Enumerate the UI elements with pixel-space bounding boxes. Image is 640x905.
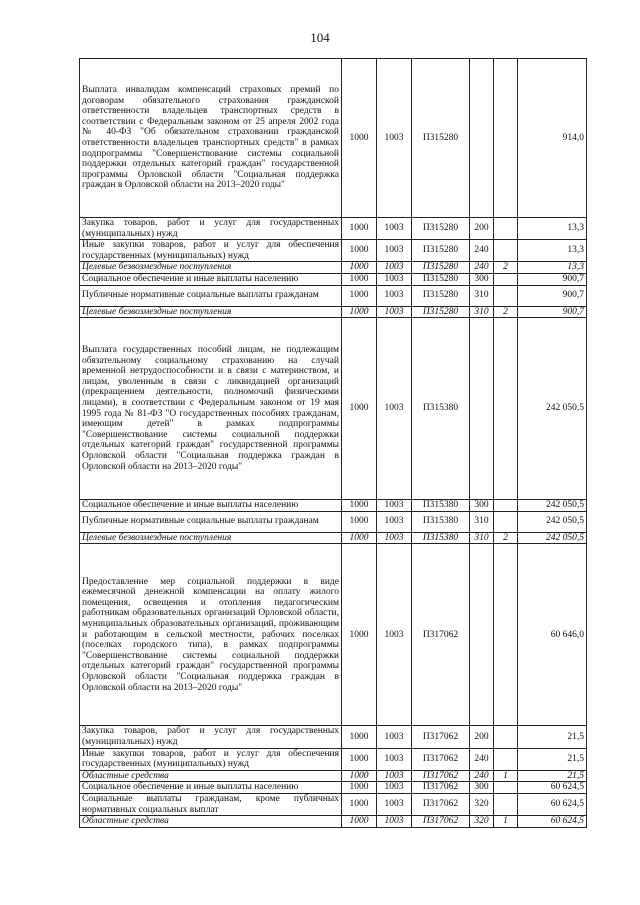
expense-type-code: 310 [470,532,494,544]
row-name: Целевые безвозмездные поступления [80,306,342,318]
funding-source-code [494,500,518,512]
section-code: 1000 [342,285,377,306]
section-code: 1000 [342,218,377,240]
expense-type-code: 320 [470,793,494,815]
budget-table [79,58,587,828]
row-name: Закупка товаров, работ и услуг для государственных (муниципальных) нужд [80,218,342,240]
row-name: Предоставление мер социальной поддержки в виде ежемесячной денежной компенсации на оплату жилого помещения, освещения и отопления педагогическим работникам образовательных организаций Орловской области, муниципальных образовательных организаций, проживающим и работающим в сельской местности, рабочих поселках (поселках городского типа), в рамках подпрограммы "Совершенствование системы социальной поддержки отдельных категорий граждан" государственной программы Орловской области "Социальная поддержка граждан в Орловской области на 2013–2020 годы" [80,544,342,726]
target-item-code: П317062 [412,782,470,794]
table-row [80,218,587,240]
subsection-code: 1003 [377,500,412,512]
funding-source-code: 1 [494,816,518,828]
table-row [80,770,587,782]
section-code: 1000 [342,273,377,285]
target-item-code: П317062 [412,770,470,782]
expense-type-code: 240 [470,240,494,262]
section-code: 1000 [342,511,377,532]
table-row [80,793,587,815]
subsection-code: 1003 [377,511,412,532]
amount: 21,5 [518,726,587,748]
row-name: Выплата государственных пособий лицам, не подлежащим обязательному социальному страхованию на случай временной нетрудоспособности и в связи с материнством, и лицам, уволенным в связи с ликвидацией организаций (прекращением деятельности, полномочий физическими лицами), в соответствии с Федеральным законом от 19 мая 1995 года № 81-ФЗ "О государственных пособиях гражданам, имеющим детей" в рамках подпрограммы "Совершенствование системы социальной поддержки отдельных категорий граждан" государственной программы Орловской области "Социальная поддержка граждан в Орловской области на 2013–2020 годы" [80,318,342,500]
subsection-code: 1003 [377,273,412,285]
funding-source-code [494,544,518,726]
target-item-code: П315280 [412,218,470,240]
amount: 242 050,5 [518,318,587,500]
table-row [80,500,587,512]
funding-source-code [494,318,518,500]
table-row [80,306,587,318]
expense-type-code: 240 [470,748,494,770]
funding-source-code [494,59,518,218]
table-row [80,262,587,274]
table-row [80,782,587,794]
section-code: 1000 [342,770,377,782]
amount: 242 050,5 [518,532,587,544]
section-code: 1000 [342,544,377,726]
target-item-code: П315280 [412,306,470,318]
subsection-code: 1003 [377,59,412,218]
section-code: 1000 [342,726,377,748]
table-row [80,273,587,285]
amount: 13,3 [518,262,587,274]
amount: 13,3 [518,240,587,262]
expense-type-code [470,59,494,218]
table-row [80,285,587,306]
amount: 60 624,5 [518,793,587,815]
amount: 242 050,5 [518,511,587,532]
target-item-code: П315280 [412,273,470,285]
amount: 242 050,5 [518,500,587,512]
target-item-code: П315380 [412,532,470,544]
amount: 13,3 [518,218,587,240]
funding-source-code [494,748,518,770]
row-name: Социальное обеспечение и иные выплаты населению [80,273,342,285]
subsection-code: 1003 [377,816,412,828]
funding-source-code: 2 [494,262,518,274]
row-name: Социальные выплаты гражданам, кроме публичных нормативных социальных выплат [80,793,342,815]
amount: 900,7 [518,273,587,285]
table-row [80,318,587,500]
amount: 60 624,5 [518,782,587,794]
expense-type-code: 240 [470,770,494,782]
row-name: Иные закупки товаров, работ и услуг для обеспечения государственных (муниципальных) нужд [80,748,342,770]
section-code: 1000 [342,793,377,815]
funding-source-code [494,285,518,306]
target-item-code: П317062 [412,816,470,828]
expense-type-code: 310 [470,306,494,318]
amount: 60 646,0 [518,544,587,726]
funding-source-code [494,240,518,262]
row-name: Публичные нормативные социальные выплаты гражданам [80,511,342,532]
subsection-code: 1003 [377,318,412,500]
target-item-code: П317062 [412,748,470,770]
expense-type-code: 310 [470,511,494,532]
expense-type-code: 240 [470,262,494,274]
funding-source-code [494,793,518,815]
table-row [80,748,587,770]
row-name: Социальное обеспечение и иные выплаты населению [80,500,342,512]
row-name: Областные средства [80,816,342,828]
section-code: 1000 [342,500,377,512]
expense-type-code: 300 [470,782,494,794]
row-name: Областные средства [80,770,342,782]
funding-source-code: 1 [494,770,518,782]
target-item-code: П315380 [412,318,470,500]
amount: 21,5 [518,748,587,770]
funding-source-code [494,782,518,794]
subsection-code: 1003 [377,748,412,770]
target-item-code: П317062 [412,544,470,726]
amount: 900,7 [518,285,587,306]
target-item-code: П315280 [412,285,470,306]
row-name: Иные закупки товаров, работ и услуг для обеспечения государственных (муниципальных) нужд [80,240,342,262]
target-item-code: П315280 [412,240,470,262]
row-name: Целевые безвозмездные поступления [80,532,342,544]
table-row [80,726,587,748]
expense-type-code [470,318,494,500]
row-name: Выплата инвалидам компенсаций страховых премий по договорам обязательного страхования гражданской ответственности владельцев транспортных средств в соответствии с Федеральным законом от 25 апреля 2002 года № 40-ФЗ "Об обязательном страховании гражданской ответственности владельцев транспортных средств" в рамках подпрограммы "Совершенствование системы социальной поддержки отдельных категорий граждан" государственной программы Орловской области "Социальная поддержка граждан в Орловской области на 2013–2020 годы" [80,59,342,218]
table-row [80,240,587,262]
subsection-code: 1003 [377,240,412,262]
target-item-code: П315380 [412,500,470,512]
section-code: 1000 [342,816,377,828]
subsection-code: 1003 [377,544,412,726]
subsection-code: 1003 [377,532,412,544]
funding-source-code [494,218,518,240]
section-code: 1000 [342,748,377,770]
budget-table-body [80,59,587,828]
table-row [80,511,587,532]
target-item-code: П317062 [412,726,470,748]
expense-type-code: 200 [470,218,494,240]
expense-type-code: 320 [470,816,494,828]
section-code: 1000 [342,306,377,318]
target-item-code: П315280 [412,262,470,274]
section-code: 1000 [342,240,377,262]
section-code: 1000 [342,532,377,544]
section-code: 1000 [342,318,377,500]
subsection-code: 1003 [377,770,412,782]
row-name: Социальное обеспечение и иные выплаты населению [80,782,342,794]
expense-type-code: 310 [470,285,494,306]
table-row [80,544,587,726]
amount: 21,5 [518,770,587,782]
amount: 60 624,5 [518,816,587,828]
expense-type-code: 300 [470,273,494,285]
funding-source-code [494,273,518,285]
section-code: 1000 [342,262,377,274]
subsection-code: 1003 [377,726,412,748]
expense-type-code: 200 [470,726,494,748]
subsection-code: 1003 [377,782,412,794]
section-code: 1000 [342,59,377,218]
funding-source-code [494,726,518,748]
section-code: 1000 [342,782,377,794]
subsection-code: 1003 [377,285,412,306]
subsection-code: 1003 [377,262,412,274]
expense-type-code [470,544,494,726]
amount: 914,0 [518,59,587,218]
page-number: 104 [310,30,330,45]
table-row [80,59,587,218]
target-item-code: П315280 [412,59,470,218]
target-item-code: П317062 [412,793,470,815]
subsection-code: 1003 [377,306,412,318]
row-name: Целевые безвозмездные поступления [80,262,342,274]
row-name: Публичные нормативные социальные выплаты гражданам [80,285,342,306]
subsection-code: 1003 [377,218,412,240]
expense-type-code: 300 [470,500,494,512]
funding-source-code: 2 [494,306,518,318]
funding-source-code [494,511,518,532]
subsection-code: 1003 [377,793,412,815]
table-row [80,532,587,544]
target-item-code: П315380 [412,511,470,532]
table-row [80,816,587,828]
row-name: Закупка товаров, работ и услуг для государственных (муниципальных) нужд [80,726,342,748]
amount: 900,7 [518,306,587,318]
funding-source-code: 2 [494,532,518,544]
